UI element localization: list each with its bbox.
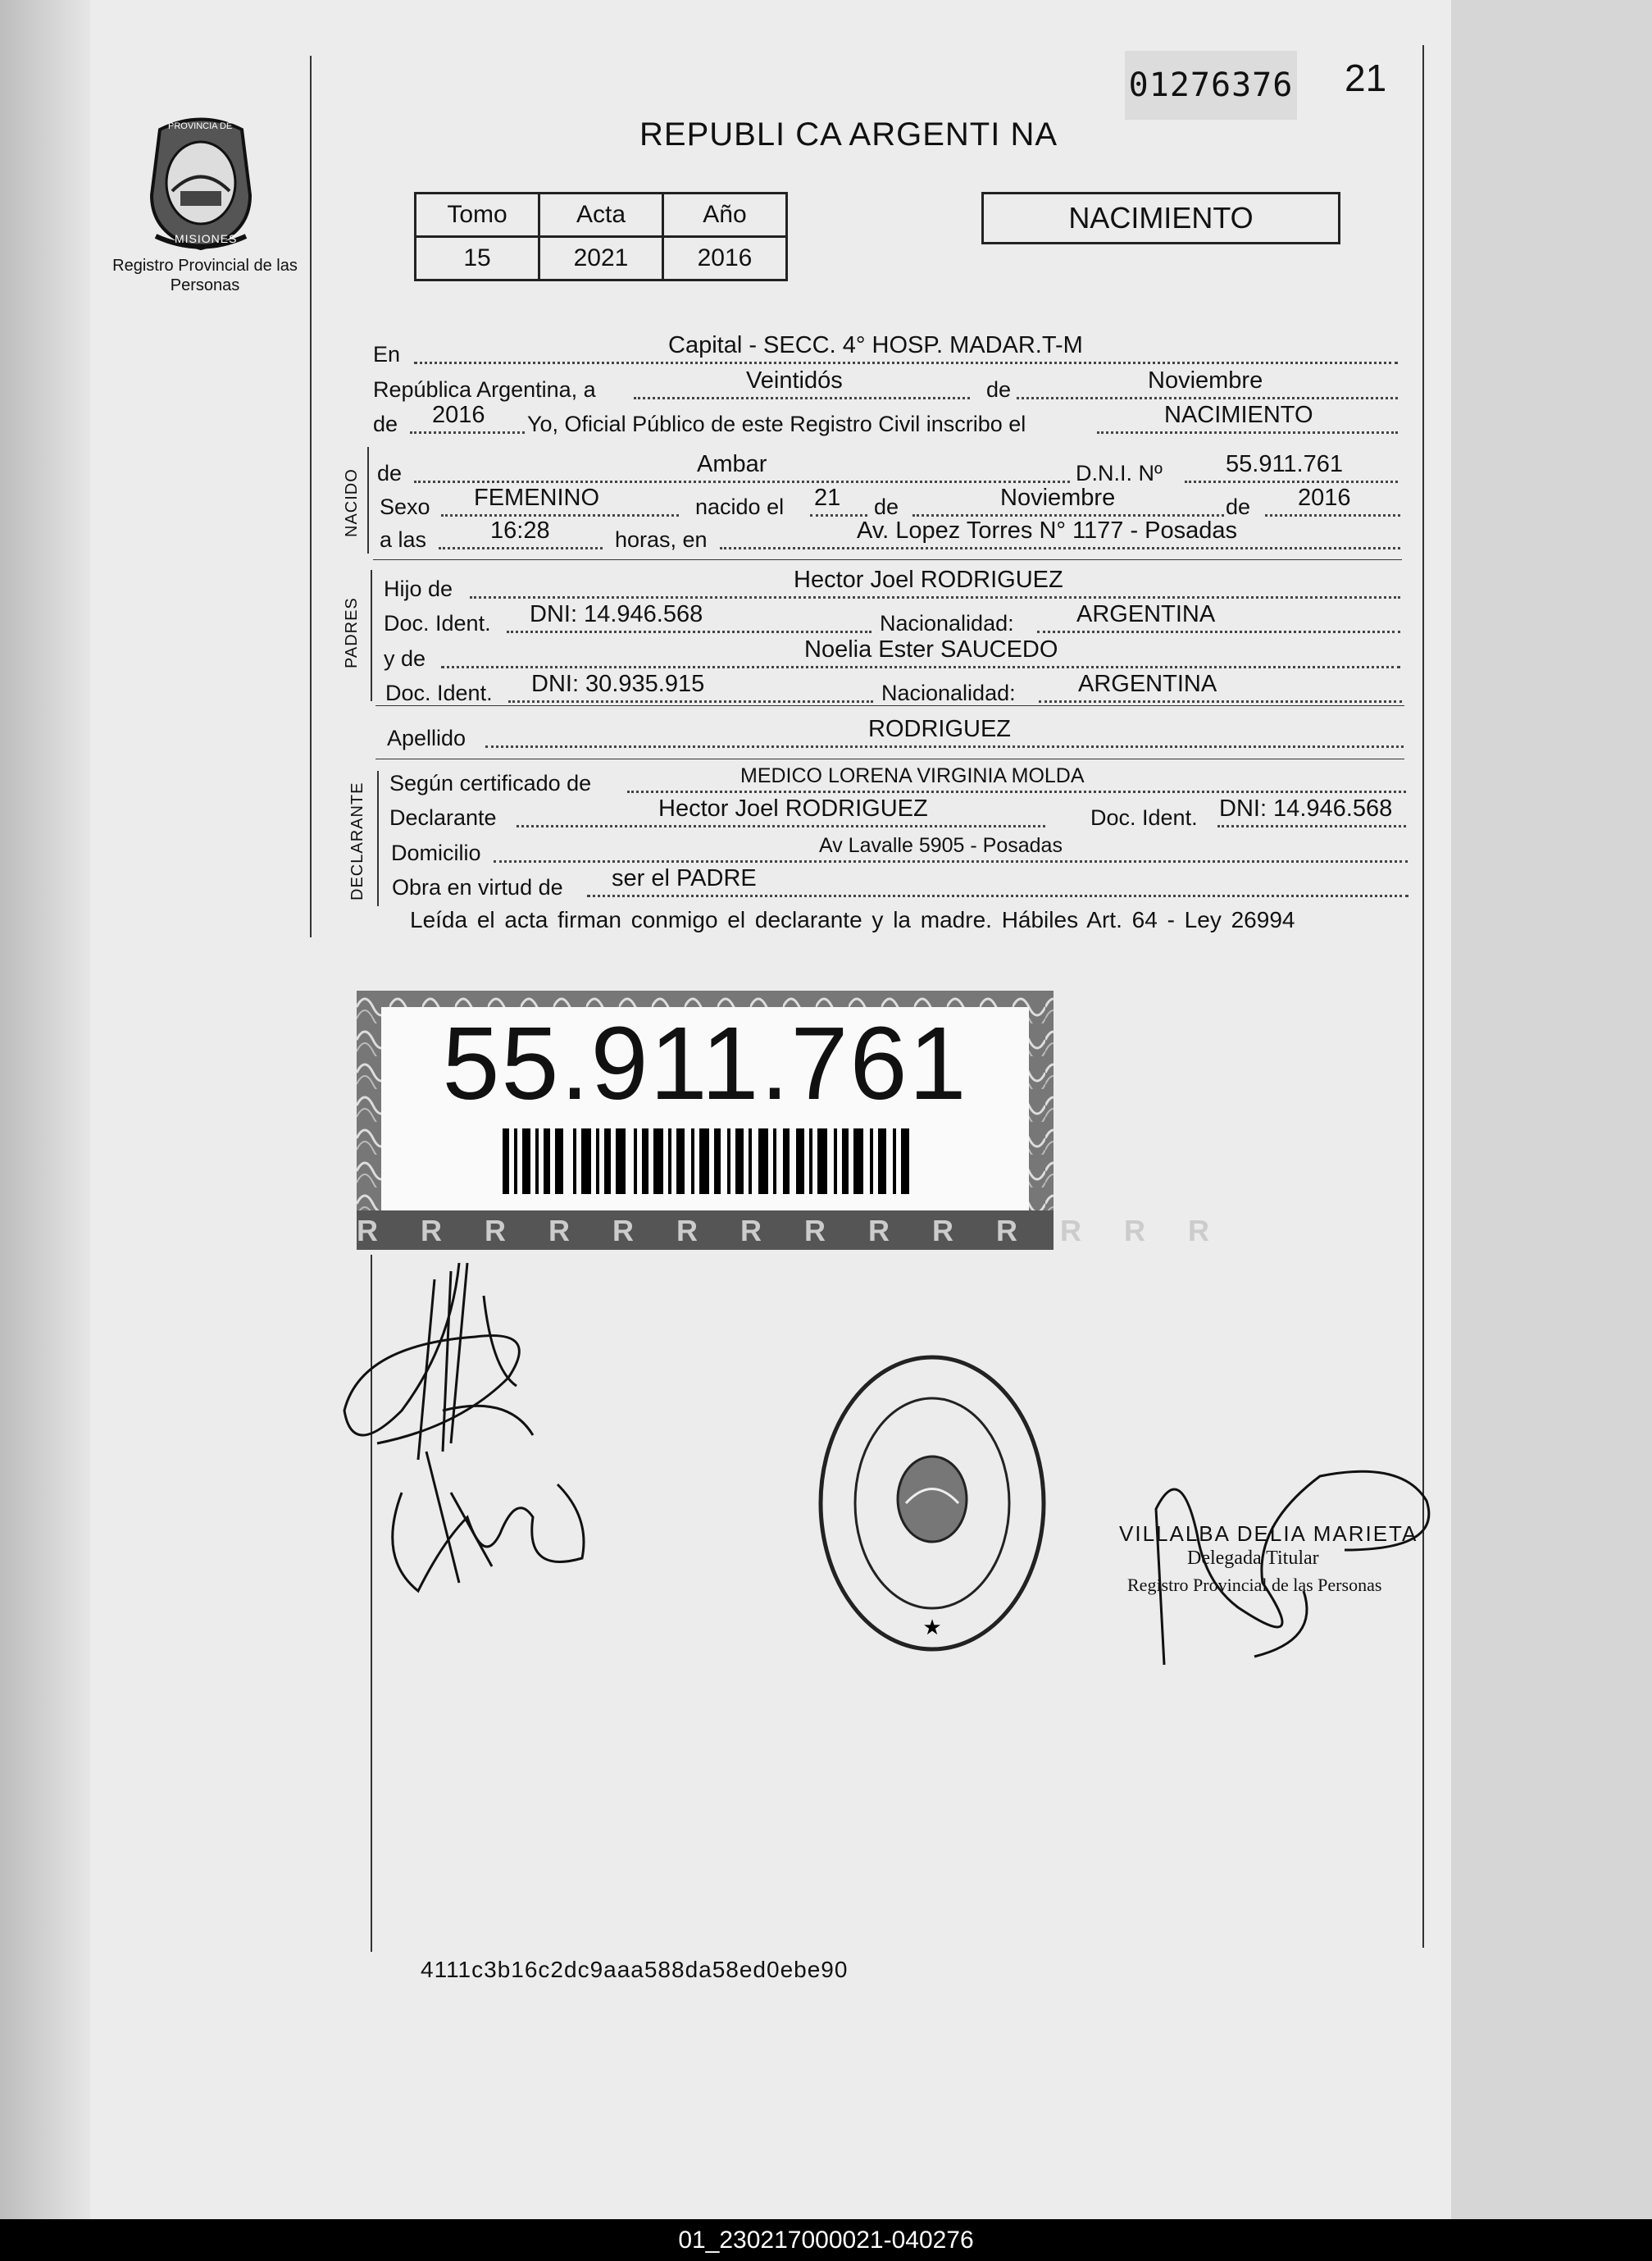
label-doc-ident: Doc. Ident. — [385, 681, 493, 705]
logo-caption: Registro Provincial de las Personas — [112, 257, 298, 294]
row-mother — [384, 636, 1400, 675]
row-declarant — [389, 795, 1406, 834]
label-de-name: de — [377, 461, 403, 485]
row-father — [384, 567, 1400, 605]
value-mother-nationality: ARGENTINA — [1078, 671, 1217, 697]
section-rule-parents — [371, 570, 372, 701]
section-label-parents: PADRES — [343, 597, 361, 668]
dotted-line — [410, 431, 525, 434]
value-father-doc: DNI: 14.946.568 — [530, 601, 703, 627]
footer-file-id: 01_230217000021-040276 — [0, 2219, 1652, 2261]
value-certificate-by: MEDICO LORENA VIRGINIA MOLDA — [740, 764, 1085, 787]
logo-text-bottom: MISIONES — [175, 232, 238, 245]
section-rule-born — [367, 447, 369, 554]
section-rule-declarant — [377, 771, 379, 906]
table-header-tomo: Tomo — [416, 194, 539, 237]
value-declarant-doc: DNI: 14.946.568 — [1219, 795, 1393, 822]
barcode-graphic — [503, 1128, 912, 1194]
label-declarante: Declarante — [389, 805, 497, 830]
dotted-line — [470, 596, 1400, 599]
record-type-box: NACIMIENTO — [981, 192, 1340, 244]
label-de-day: de — [874, 495, 899, 519]
value-sex: FEMENINO — [474, 485, 600, 511]
dotted-line — [1017, 397, 1398, 399]
value-mother-doc: DNI: 30.935.915 — [531, 671, 705, 697]
country-heading: REPUBLI CA ARGENTI NA — [639, 116, 1058, 153]
label-de-year: de — [373, 412, 398, 436]
left-margin-rule — [310, 56, 312, 937]
table-header-ano: Año — [663, 194, 787, 237]
serial-number: 01276376 — [1125, 51, 1297, 120]
document-hash: 4111c3b16c2dc9aaa588da58ed0ebe90 — [421, 1957, 849, 1982]
sticker-pattern-letters: RRRRRRRRRRRRRR — [357, 1214, 1252, 1247]
row-place — [373, 332, 1398, 371]
dotted-line — [720, 547, 1400, 549]
row-date-written — [373, 367, 1398, 406]
dotted-line — [441, 666, 1400, 668]
folio-number: 21 — [1345, 57, 1387, 99]
value-year: 2016 — [432, 402, 485, 428]
label-doc-ident: Doc. Ident. — [384, 611, 491, 636]
page-edge-shadow — [0, 0, 90, 2219]
label-horas-en: horas, en — [615, 527, 708, 552]
row-certificate — [389, 764, 1406, 800]
section-divider — [375, 705, 1404, 706]
row-time-place — [380, 517, 1400, 556]
dotted-line — [414, 481, 1070, 483]
province-coat-of-arms-logo — [135, 113, 266, 253]
label-de-month: de — [1226, 495, 1251, 519]
label-dni: D.N.I. Nº — [1076, 461, 1163, 485]
svg-text:★: ★ — [922, 1616, 942, 1640]
label-doc-ident2: Doc. Ident. — [1090, 805, 1198, 830]
value-declarant-name: Hector Joel RODRIGUEZ — [658, 795, 928, 822]
dni-barcode-sticker — [357, 991, 1252, 1250]
dotted-line — [494, 860, 1408, 863]
dotted-line — [507, 631, 872, 633]
value-address: Av Lavalle 5905 - Posadas — [819, 834, 1063, 857]
section-label-declarant: DECLARANTE — [348, 782, 366, 900]
table-value-tomo: 15 — [416, 237, 539, 280]
table-header-acta: Acta — [539, 194, 663, 237]
value-mother-name: Noelia Ester SAUCEDO — [804, 636, 1058, 663]
value-act: NACIMIENTO — [1164, 402, 1313, 428]
dotted-line — [587, 895, 1409, 897]
label-sexo: Sexo — [380, 495, 430, 519]
logo-text-top: PROVINCIA DE — [168, 121, 233, 131]
value-birth-time: 16:28 — [490, 517, 550, 544]
signer-role: Delegada Titular — [1187, 1548, 1319, 1569]
value-surname: RODRIGUEZ — [868, 716, 1011, 742]
label-hijo-de: Hijo de — [384, 577, 453, 601]
closing-note: Leída el acta firman conmigo el declarante y la madre. Hábiles Art. 64 - Ley 26994 — [410, 907, 1295, 932]
dotted-line — [627, 791, 1406, 793]
declarant-signatures — [328, 1247, 623, 1657]
label-segun: Según certificado de — [389, 771, 592, 795]
row-year-act — [373, 402, 1398, 440]
dotted-line — [1097, 431, 1398, 434]
value-month-written: Noviembre — [1148, 367, 1263, 394]
value-father-nationality: ARGENTINA — [1076, 601, 1216, 627]
value-birth-month: Noviembre — [1000, 485, 1116, 511]
label-de: de — [986, 377, 1012, 402]
dotted-line — [1037, 631, 1400, 633]
value-birth-day: 21 — [814, 485, 841, 511]
dotted-line — [441, 514, 679, 517]
label-y-de: y de — [384, 646, 426, 671]
label-nacido-el: nacido el — [695, 495, 785, 519]
value-birth-year: 2016 — [1298, 485, 1351, 511]
dotted-line — [1185, 481, 1398, 483]
dotted-line — [1265, 514, 1400, 517]
label-apellido: Apellido — [387, 726, 466, 750]
row-capacity — [392, 865, 1409, 904]
dotted-line — [517, 825, 1045, 827]
label-en: En — [373, 342, 401, 367]
label-republica: República Argentina, a — [373, 377, 596, 402]
label-obra: Obra en virtud de — [392, 875, 563, 900]
label-nacionalidad: Nacionalidad: — [881, 681, 1016, 705]
signer-name: VILLALBA DELIA MARIETA — [1119, 1521, 1418, 1546]
dotted-line — [1217, 825, 1406, 827]
section-label-born: NACIDO — [343, 468, 361, 537]
section-divider — [373, 559, 1402, 560]
value-name: Ambar — [697, 451, 767, 477]
value-father-name: Hector Joel RODRIGUEZ — [794, 567, 1063, 593]
dotted-line — [414, 362, 1398, 364]
value-dni: 55.911.761 — [1226, 451, 1343, 477]
dotted-line — [508, 700, 873, 703]
row-mother-doc — [385, 671, 1402, 709]
dotted-line — [1039, 700, 1402, 703]
dotted-line — [912, 514, 1224, 517]
row-father-doc — [384, 601, 1400, 640]
official-stamp — [816, 1352, 1049, 1655]
signer-office: Registro Provincial de las Personas — [1127, 1575, 1382, 1595]
value-capacity: ser el PADRE — [612, 865, 757, 891]
value-place: Capital - SECC. 4° HOSP. MADAR.T-M — [668, 332, 1083, 358]
label-nacionalidad: Nacionalidad: — [880, 611, 1014, 636]
table-value-ano: 2016 — [663, 237, 787, 280]
label-domicilio: Domicilio — [391, 841, 481, 865]
dotted-line — [439, 547, 603, 549]
value-day-written: Veintidós — [746, 367, 843, 394]
dni-large-number: 55.911.761 — [442, 1005, 968, 1121]
label-a-las: a las — [380, 527, 427, 552]
label-yo: Yo, Oficial Público de este Registro Civil inscribo el — [527, 412, 1026, 436]
dotted-line — [634, 397, 970, 399]
row-surname — [387, 716, 1404, 754]
value-birth-place: Av. Lopez Torres N° 1177 - Posadas — [857, 517, 1238, 544]
table-value-acta: 2021 — [539, 237, 663, 280]
row-address — [391, 836, 1408, 869]
dotted-line — [485, 745, 1404, 748]
tomo-acta-ano-table — [414, 192, 788, 281]
dotted-line — [810, 514, 867, 517]
